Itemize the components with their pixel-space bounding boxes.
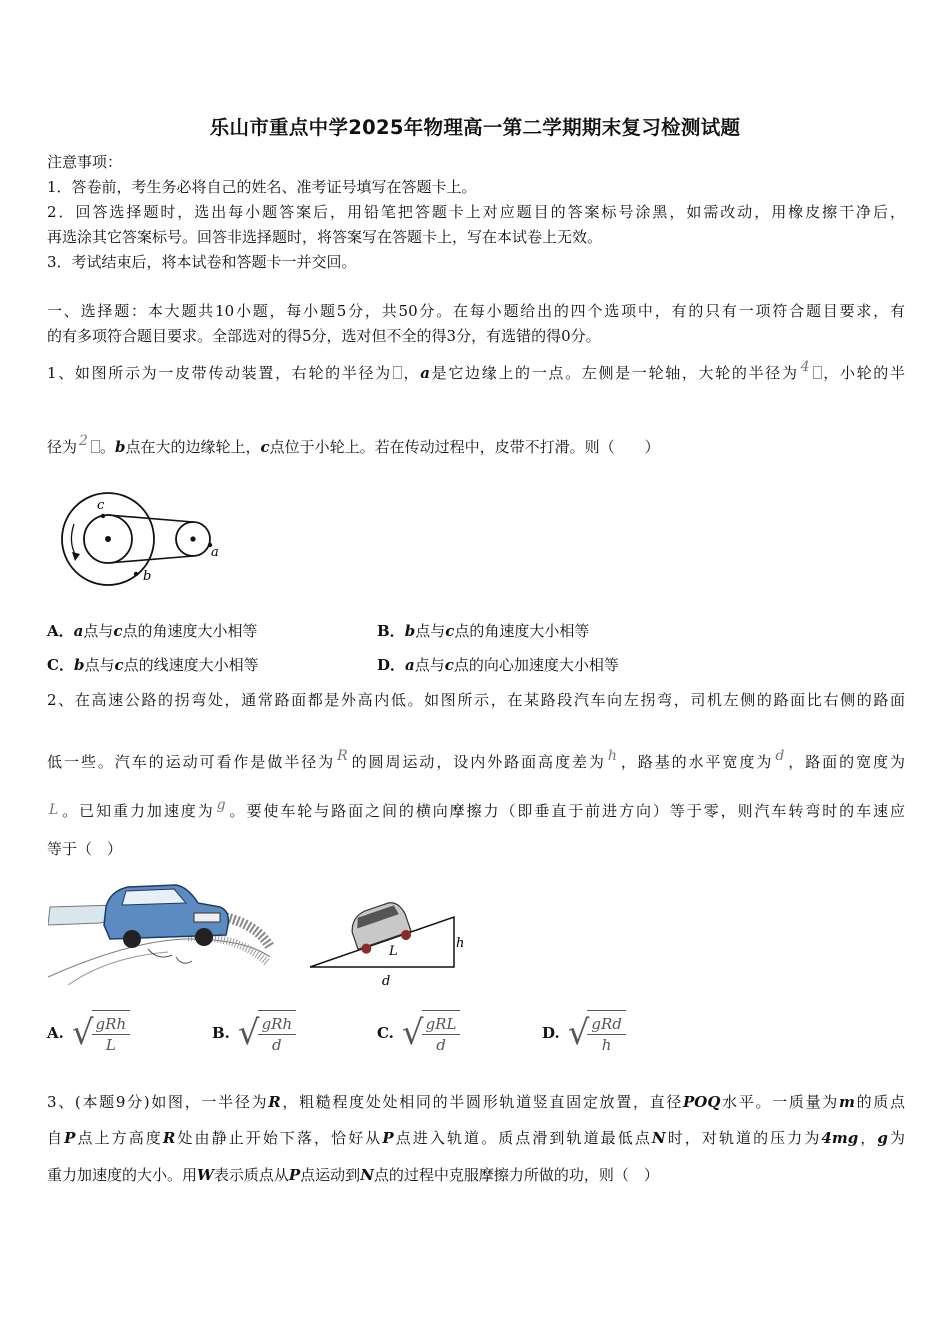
option-text: 点的角速度大小相等 [454, 622, 590, 640]
q2-text: 。已知重力加速度为 [60, 802, 215, 820]
rotation-arrow [71, 524, 76, 556]
fraction-denominator: h [601, 1036, 612, 1054]
q2-math-g: g [216, 797, 226, 813]
fraction-denominator: L [105, 1036, 116, 1054]
dust-marks [148, 949, 192, 963]
fraction [258, 1010, 297, 1055]
q3-text: 处由静止开始下落，恰好从 [175, 1129, 383, 1147]
choice-label: D. [542, 1023, 560, 1042]
missing-glyph-box [393, 366, 402, 379]
option-text: 点的向心加速度大小相等 [453, 656, 619, 674]
q3-text: 点进入轨道。质点滑到轨道最低点 [393, 1129, 652, 1147]
label-a: a [211, 545, 219, 560]
label-L: L [389, 944, 398, 959]
q1-var-a: a [420, 364, 430, 382]
q1-option-b[interactable] [377, 620, 589, 642]
q2-math-d: d [775, 748, 785, 764]
label-b: b [143, 569, 152, 584]
q2-choice-c[interactable] [377, 1010, 460, 1055]
belt-drive-figure [52, 484, 232, 594]
q3-text: 点上方高度 [75, 1129, 163, 1147]
q2-stem-line-2 [47, 748, 905, 774]
q2-choice-d[interactable] [542, 1010, 626, 1055]
q1-math-2: 2 [79, 433, 88, 449]
option-var: c [113, 622, 123, 640]
wheel [123, 930, 141, 948]
q2-text: 的圆周运动，设内外路面高度差为 [349, 753, 606, 771]
choice-label: A. [47, 1023, 64, 1042]
q1-text: 点位于小轮上。若在传动过程中，皮带不打滑。则（ ） [269, 438, 660, 456]
q2-math-h: h [607, 748, 617, 764]
choice-label: B. [212, 1023, 230, 1042]
q3-text: 点运动到 [300, 1166, 361, 1184]
car-on-incline [347, 899, 413, 956]
q3-text: 自 [47, 1129, 65, 1147]
rotation-arrowhead [72, 552, 80, 561]
q3-text: ， [858, 1129, 878, 1147]
fraction-denominator: d [272, 1036, 282, 1054]
fraction-numerator: gRd [587, 1014, 626, 1035]
q3-var: 4mg [821, 1129, 859, 1147]
sqrt-icon: √ [401, 1012, 424, 1053]
q2-math-L: L [49, 802, 59, 818]
q2-stem-line-3 [47, 797, 905, 823]
q1-option-a[interactable] [47, 620, 258, 642]
q3-text: 为 [887, 1129, 905, 1147]
q2-stem-line-1: 2、在高速公路的拐弯处，通常路面都是外高内低。如图所示，在某路段汽车向左拐弯，司机左侧的路面比右侧的路面 [47, 691, 905, 709]
option-text: 点的角速度大小相等 [122, 622, 258, 640]
q3-var: W [197, 1166, 214, 1184]
q3-text: 3、(本题9分)如图，一半径为 [47, 1093, 269, 1111]
option-var: c [114, 656, 124, 674]
option-text: 点与 [415, 622, 446, 640]
road-edge [48, 939, 270, 977]
q2-text: 低一些。汽车的运动可看作是做半径为 [47, 753, 336, 771]
q3-text: 重力加速度的大小。用 [47, 1166, 198, 1184]
q3-text: 的质点 [854, 1093, 905, 1111]
sqrt-icon: √ [567, 1012, 590, 1053]
fraction-numerator: gRh [258, 1014, 297, 1035]
q3-stem-line-1 [47, 1091, 905, 1113]
q3-var: P [64, 1129, 76, 1147]
label-d: d [382, 974, 391, 989]
q2-text: 。要使车轮与路面之间的横向摩擦力（即垂直于前进方向）等于零，则汽车转弯时的车速应 [227, 802, 905, 820]
option-var: b [404, 622, 416, 640]
car-window [122, 889, 186, 905]
fraction [422, 1010, 461, 1055]
q1-math-4: 4 [800, 359, 810, 375]
q3-var: m [839, 1093, 855, 1111]
option-label: B． [377, 622, 405, 640]
q2-choice-b[interactable] [212, 1010, 296, 1055]
option-text: 点与 [414, 656, 445, 674]
notice-heading: 注意事项： [47, 153, 123, 171]
q1-text: 径为 [47, 438, 78, 456]
q1-text: 点在大的边缘轮上， [125, 438, 261, 456]
wheel [195, 928, 213, 946]
option-label: D． [377, 656, 406, 674]
section-1-intro-cont: 的有多项符合题目要求。全部选对的得5分，选对但不全的得3分，有选错的得0分。 [47, 327, 601, 345]
option-text: 点的线速度大小相等 [123, 656, 259, 674]
license-plate [194, 913, 220, 922]
option-var: c [444, 656, 454, 674]
notice-item-2: 2．回答选择题时，选出每小题答案后，用铅笔把答题卡上对应题目的答案标号涂黑，如需改动，用橡皮擦干净后， [47, 203, 905, 221]
q3-var: POQ [683, 1093, 721, 1111]
point-b [134, 572, 138, 576]
notice-item-2-cont: 再选涂其它答案标号。回答非选择题时，将答案写在答题卡上，写在本试卷上无效。 [47, 228, 603, 246]
q1-option-d[interactable] [377, 654, 619, 676]
q3-var: N [651, 1129, 666, 1147]
right-axle [190, 536, 195, 541]
q3-var: g [877, 1129, 888, 1147]
option-label: A． [47, 622, 74, 640]
q1-text: 1、如图所示为一皮带传动装置，右轮的半径为 [47, 364, 392, 382]
option-var: a [73, 622, 84, 640]
q2-stem-line-4: 等于（ ） [47, 840, 123, 858]
option-label: C． [47, 656, 74, 674]
missing-glyph-box [91, 440, 100, 453]
sqrt-icon: √ [71, 1012, 94, 1053]
q3-var: N [360, 1166, 374, 1184]
q3-stem-line-3 [47, 1164, 659, 1186]
q3-var: P [382, 1129, 394, 1147]
q3-text: 时，对轨道的压力为 [665, 1129, 822, 1147]
q2-text: ，路基的水平宽度为 [618, 753, 774, 771]
q3-text: ，粗糙程度处处相同的半圆形轨道竖直固定放置，直径 [280, 1093, 684, 1111]
notice-item-3: 3．考试结束后，将本试卷和答题卡一并交回。 [47, 253, 357, 271]
q1-text: ，小轮的半 [821, 364, 905, 382]
q1-text: 是它边缘上的一点。左侧是一轮轴，大轮的半径为 [429, 364, 799, 382]
section-1-intro: 一、选择题：本大题共10小题，每小题5分，共50分。在每小题给出的四个选项中，有的只有一项符合题目要求，有 [47, 302, 905, 320]
q1-stem-line-2 [47, 433, 660, 459]
axle-center [105, 536, 111, 542]
q2-choice-a[interactable] [47, 1010, 130, 1055]
missing-glyph-box [813, 366, 822, 379]
incline-car-body [347, 899, 411, 949]
q2-math-R: R [337, 748, 348, 764]
q1-option-c[interactable] [47, 654, 259, 676]
q1-var-c: c [260, 438, 270, 456]
point-c [101, 514, 105, 518]
option-text: 点与 [84, 656, 115, 674]
q3-text: 水平。一质量为 [720, 1093, 840, 1111]
q1-stem-line-1 [47, 359, 905, 385]
fraction [587, 1010, 626, 1055]
label-c: c [97, 498, 105, 513]
q3-var: R [268, 1093, 281, 1111]
option-var: c [445, 622, 455, 640]
q1-text: 。 [99, 438, 115, 456]
sqrt-icon: √ [237, 1012, 260, 1053]
q1-text: ， [401, 364, 421, 382]
fraction-numerator: gRh [92, 1014, 131, 1035]
fraction-denominator: d [436, 1036, 446, 1054]
q2-text: ，路面的宽度为 [786, 753, 905, 771]
q3-var: P [288, 1166, 301, 1184]
fraction-numerator: gRL [422, 1014, 461, 1035]
q1-var-b: b [114, 438, 126, 456]
page-title: 乐山市重点中学2025年物理高一第二学期期末复习检测试题 [209, 116, 741, 139]
choice-label: C. [377, 1023, 394, 1042]
option-var: b [73, 656, 85, 674]
q3-text: 点的过程中克服摩擦力所做的功，则（ ） [373, 1166, 659, 1184]
incline-figure [306, 893, 476, 993]
road-line [68, 952, 168, 985]
option-text: 点与 [83, 622, 114, 640]
q3-text: 表示质点从 [213, 1166, 289, 1184]
label-h: h [456, 936, 465, 951]
option-var: a [405, 656, 415, 674]
q3-var: R [162, 1129, 176, 1147]
fraction [92, 1010, 131, 1055]
q3-stem-line-2 [47, 1127, 905, 1149]
car-turning-figure [48, 877, 276, 987]
notice-item-1: 1．答卷前，考生务必将自己的姓名、准考证号填写在答题卡上。 [47, 178, 477, 196]
